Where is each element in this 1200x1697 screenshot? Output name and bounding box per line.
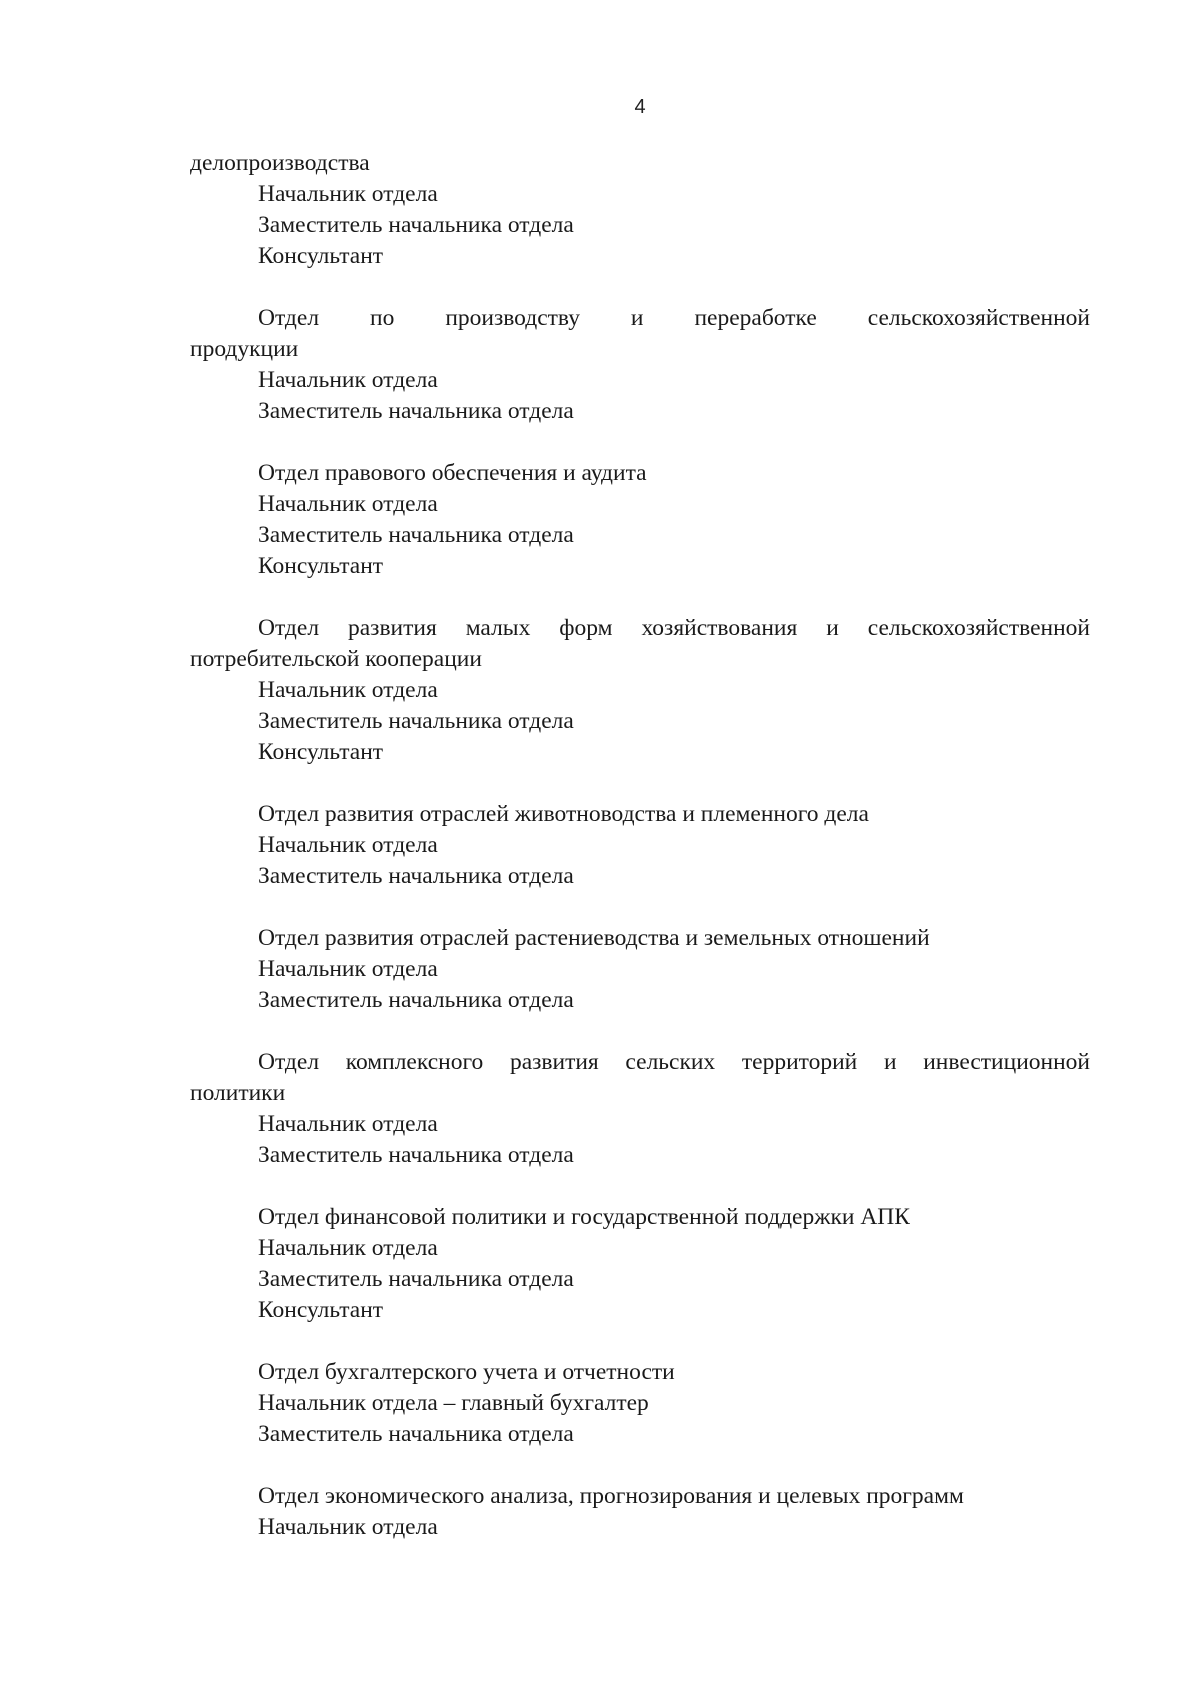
department-title-wrap: продукции — [190, 336, 299, 362]
position-line: Начальник отдела — [258, 367, 438, 393]
department-title: Отдел развития отраслей животноводства и племенного дела — [258, 801, 869, 827]
department-block — [190, 1202, 1090, 1326]
position-line: Консультант — [258, 553, 384, 579]
department-title-wrap: политики — [190, 1080, 286, 1106]
department-title-continuation: делопроизводства — [190, 150, 370, 176]
department-title: Отдел финансовой политики и государственной поддержки АПК — [258, 1204, 910, 1230]
position-line: Консультант — [258, 739, 384, 765]
position-line: Начальник отдела — [258, 1514, 438, 1540]
document-body — [190, 148, 1090, 1543]
position-line: Начальник отдела — [258, 956, 438, 982]
position-line: Заместитель начальника отдела — [258, 212, 574, 238]
department-title: Отдел экономического анализа, прогнозирования и целевых программ — [258, 1483, 964, 1509]
department-title-wrap: потребительской кооперации — [190, 646, 482, 672]
department-block — [190, 1481, 1090, 1543]
department-block — [190, 1047, 1090, 1171]
position-line: Начальник отдела – главный бухгалтер — [258, 1390, 649, 1416]
department-title: Отдел по производству и переработке сельскохозяйственной — [258, 305, 1090, 331]
position-line: Заместитель начальника отдела — [258, 987, 574, 1013]
position-line: Начальник отдела — [258, 181, 438, 207]
position-line: Заместитель начальника отдела — [258, 708, 574, 734]
position-line: Начальник отдела — [258, 1111, 438, 1137]
department-block — [190, 1357, 1090, 1450]
position-line: Начальник отдела — [258, 832, 438, 858]
department-title: Отдел бухгалтерского учета и отчетности — [258, 1359, 675, 1385]
position-line: Заместитель начальника отдела — [258, 522, 574, 548]
position-line: Консультант — [258, 1297, 384, 1323]
position-line: Заместитель начальника отдела — [258, 1142, 574, 1168]
department-title: Отдел комплексного развития сельских территорий и инвестиционной — [258, 1049, 1090, 1075]
department-block — [190, 458, 1090, 582]
department-title: Отдел правового обеспечения и аудита — [258, 460, 647, 486]
position-line: Начальник отдела — [258, 491, 438, 517]
page-number: 4 — [634, 96, 646, 118]
position-line: Заместитель начальника отдела — [258, 1266, 574, 1292]
department-block — [190, 613, 1090, 768]
position-line: Заместитель начальника отдела — [258, 398, 574, 424]
department-block — [190, 303, 1090, 427]
department-continuation — [190, 148, 1090, 272]
position-line: Начальник отдела — [258, 677, 438, 703]
position-line: Заместитель начальника отдела — [258, 1421, 574, 1447]
department-block — [190, 799, 1090, 892]
department-title: Отдел развития отраслей растениеводства и земельных отношений — [258, 925, 930, 951]
position-line: Консультант — [258, 243, 384, 269]
position-line: Начальник отдела — [258, 1235, 438, 1261]
position-line: Заместитель начальника отдела — [258, 863, 574, 889]
department-block — [190, 923, 1090, 1016]
department-title: Отдел развития малых форм хозяйствования и сельскохозяйственной — [258, 615, 1090, 641]
